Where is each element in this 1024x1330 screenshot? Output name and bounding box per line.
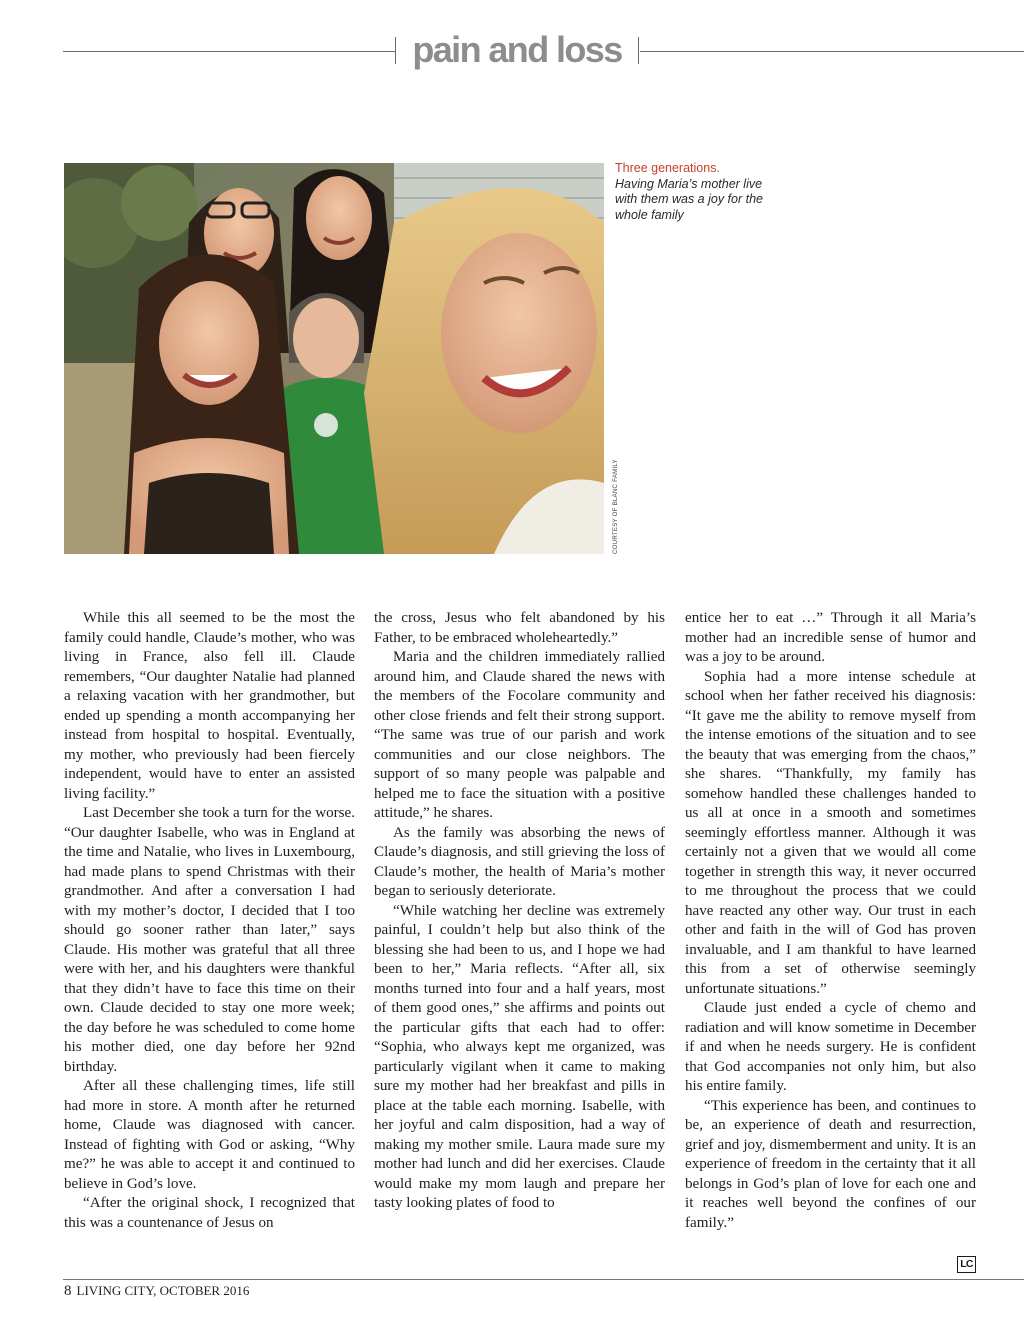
article-paragraph: As the family was absorbing the news of Claude’s diagnosis, and still grieving the loss of Claude’s mother, the health of Maria’s mother began to seriously deteriorate. <box>374 824 665 900</box>
publication-line: LIVING CITY, OCTOBER 2016 <box>76 1283 250 1298</box>
article-paragraph: Last December she took a turn for the worse. “Our daughter Isabelle, who was in England at the time and Natalie, who lives in Luxembourg, had made plans to spend Christmas with their grandmother. And after a conversation I had with my mother’s doctor, I decided that I too should go sooner rather than later,” says Claude. His mother was grateful that all three were with her, and his daughters were thankful that they didn’t have to face this time on their own. Claude decided to stay one more week; the day before he was scheduled to come home his mother died, one day before her 92nd birthday. <box>64 805 356 1075</box>
family-photo <box>64 163 604 554</box>
article-paragraph: “This experience has been, and continues to be, an experience of death and resurrection, grief and joy, dismemberment and unity. It is an experience of freedom in the certainty that it all belongs in God’s plan of love for each one and it reaches well beyond the confines of our family.” <box>685 1097 976 1231</box>
article-paragraph: the cross, Jesus who felt abandoned by his Father, to be embraced wholeheartedly.” <box>374 610 665 646</box>
header-tick-left <box>395 37 396 64</box>
article-paragraph: After all these challenging times, life still had more in store. A month after he returned home, Claude was diagnosed with cancer. Instead of fighting with God or asking, “Why me?” he was able to accept it and continued to believe in God’s love. <box>64 1078 355 1192</box>
article-paragraph: “After the original shock, I recognized that this was a countenance of Jesus on <box>64 1195 355 1231</box>
photo-caption <box>615 161 785 223</box>
living-city-end-mark: LC <box>957 1256 976 1273</box>
article-paragraph: While this all seemed to be the most the family could handle, Claude’s mother, who was living in France, also fell ill. Claude remembers, “Our daughter Natalie had planned a relaxing vacation with her grandmother, but ended up spending a month accompanying her instead from hospital to hospital. Eventually, my mother, who previously had been fiercely independent, would have to enter an assisted living facility.” <box>64 610 355 802</box>
article-paragraph: Claude just ended a cycle of chemo and radiation and will know sometime in December if and when he needs surgery. He is confident that God accompanies not only him, but also his entire family. <box>685 1000 976 1095</box>
page-number: 8 <box>64 1283 72 1299</box>
article-column-2 <box>374 609 665 1214</box>
header-rule-left <box>63 51 395 52</box>
article-paragraph: Sophia had a more intense schedule at school when her father received his diagnosis: “It gave me the ability to remove myself from the intense emotions of the situation and to see the beauty that was emerging from the chaos,” she shares. “Thankfully, my family has somehow handled these challenges handed to us all at once in a smooth and sometimes seemingly effortless manner. Although it was certainly not a given that we would all come together in strength this way, it never occurred to me throughout the process that we could have reacted any other way. Our trust in each other and faith in the will of God has proven invaluable, and I am thankful to have learned this from a set of otherwise seemingly unfortunate situations.” <box>685 668 976 997</box>
article-paragraph: entice her to eat …” Through it all Maria’s mother had an incredible sense of humor and was a joy to be around. <box>685 610 976 666</box>
footer-rule <box>63 1279 1024 1280</box>
photo-credit: COURTESY OF BLANC FAMILY <box>612 459 619 554</box>
article-column-1 <box>64 609 355 1234</box>
article-column-3 <box>685 609 976 1234</box>
caption-heading: Three generations. <box>615 161 720 175</box>
article-paragraph: “While watching her decline was extremely painful, I couldn’t help but also think of the blessing she had been to us, and I hope we had been to her,” Maria reflects. “After all, six months turned into four and a half years, most of them good ones,” she affirms and points out the particular gifts that each had to offer: “Sophia, who always kept me organized, was particularly vigilant when it came to making sure my mother had her breakfast and pills in place at the table each morning. Isabelle, with her joyful and calm disposition, had a way of making my mother smile. Laura made sure my mother had lunch and did her exercises. Claude would make my mom laugh and prepare her tasty looking plates of food to <box>374 902 665 1212</box>
page-folio <box>64 1283 249 1300</box>
header-tick-right <box>638 37 639 64</box>
section-title: pain and loss <box>412 29 622 70</box>
article-paragraph: Maria and the children immediately rallied around him, and Claude shared the news with the members of the Focolare community and other close friends and felt their strong support. “The same was true of our parish and work communities and our close neighbors. The support of so many people was palpable and helped me to face the situation with a positive attitude,” he shares. <box>374 649 665 822</box>
header-rule-right <box>640 51 1024 52</box>
caption-text: Having Maria’s mother live with them was a joy for the whole family <box>615 176 763 222</box>
